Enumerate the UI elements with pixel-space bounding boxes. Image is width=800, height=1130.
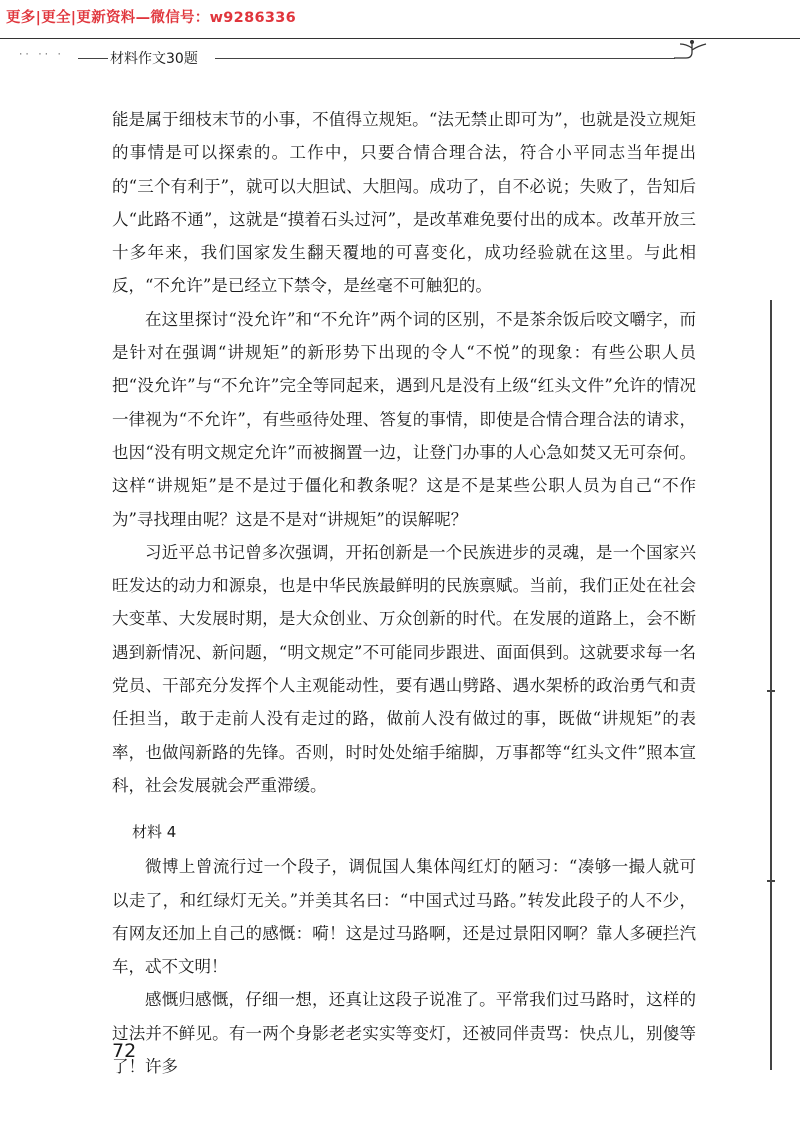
margin-marks: ·· ·· · bbox=[18, 50, 63, 60]
paragraph: 习近平总书记曾多次强调，开拓创新是一个民族进步的灵魂，是一个国家兴旺发达的动力和源泉，也是中华民族最鲜明的民族禀赋。当前，我们正处在社会大变革、大发展时期，是大众创业、万众创新的时代。在发展的道路上，会不断遇到新情况、新问题，“明文规定”不可能同步跟进、面面俱到。这就要求每一名党员、干部充分发挥个人主观能动性，要有遇山劈路、遇水架桥的政治勇气和责任担当，敢于走前人没有走过的路，做前人没有做过的事，既做“讲规矩”的表率，也做闯新路的先锋。否则，时时处处缩手缩脚，万事都等“红头文件”照本宣科，社会发展就会严重滞缓。 bbox=[112, 542, 696, 795]
section-label: 材料 4 bbox=[132, 823, 177, 842]
paragraph: 微博上曾流行过一个段子，调侃国人集体闯红灯的陋习：“凑够一撮人就可以走了，和红绿灯无关。”并美其名曰：“中国式过马路。”转发此段子的人不少，有网友还加上自己的感慨：嗬！这是过马路啊，还是过景阳冈啊？靠人多硬拦汽车，忒不文明！ bbox=[112, 857, 696, 977]
watermark-banner: 更多|更全|更新资料—微信号：w9286336 bbox=[6, 10, 297, 26]
header-line-left bbox=[78, 58, 108, 59]
margin-bar bbox=[770, 300, 772, 1070]
margin-bar-tick bbox=[767, 690, 775, 692]
paragraph: 在这里探讨“没允许”和“不允许”两个词的区别，不是茶余饭后咬文嚼字，而是针对在强调“讲规矩”的新形势下出现的令人“不悦”的现象：有些公职人员把“没允许”与“不允许”完全等同起来，遇到凡是没有上级“红头文件”允许的情况一律视为“不允许”，有些亟待处理、答复的事情，即使是合情合理合法的请求，也因“没有明文规定允许”而被搁置一边，让登门办事的人心急如焚又无可奈何。这样“讲规矩”是不是过于僵化和教条呢？这是不是某些公职人员为自己“不作为”寻找理由呢？这是不是对“讲规矩”的误解呢？ bbox=[112, 309, 696, 529]
running-head-title: 材料作文30题 bbox=[110, 51, 198, 67]
margin-bar-tick bbox=[767, 880, 775, 882]
header-line-right bbox=[215, 58, 675, 59]
header-flourish-icon bbox=[672, 38, 712, 68]
body-text bbox=[112, 103, 696, 1083]
paragraph-continuation: 能是属于细枝末节的小事，不值得立规矩。“法无禁止即可为”，也就是没立规矩的事情是可以探索的。工作中，只要合情合理合法，符合小平同志当年提出的“三个有利于”，就可以大胆试、大胆闯。成功了，自不必说；失败了，告知后人“此路不通”，这就是“摸着石头过河”，是改革难免要付出的成本。改革开放三十多年来，我们国家发生翻天覆地的可喜变化，成功经验就在这里。与此相反，“不允许”是已经立下禁令，是丝毫不可触犯的。 bbox=[112, 110, 696, 296]
paragraph: 感慨归感慨，仔细一想，还真让这段子说准了。平常我们过马路时，这样的过法并不鲜见。有一两个身影老老实实等变灯，还被同伴责骂：快点儿，别傻等了！许多 bbox=[112, 990, 696, 1077]
page-number: 72 bbox=[112, 1040, 137, 1062]
